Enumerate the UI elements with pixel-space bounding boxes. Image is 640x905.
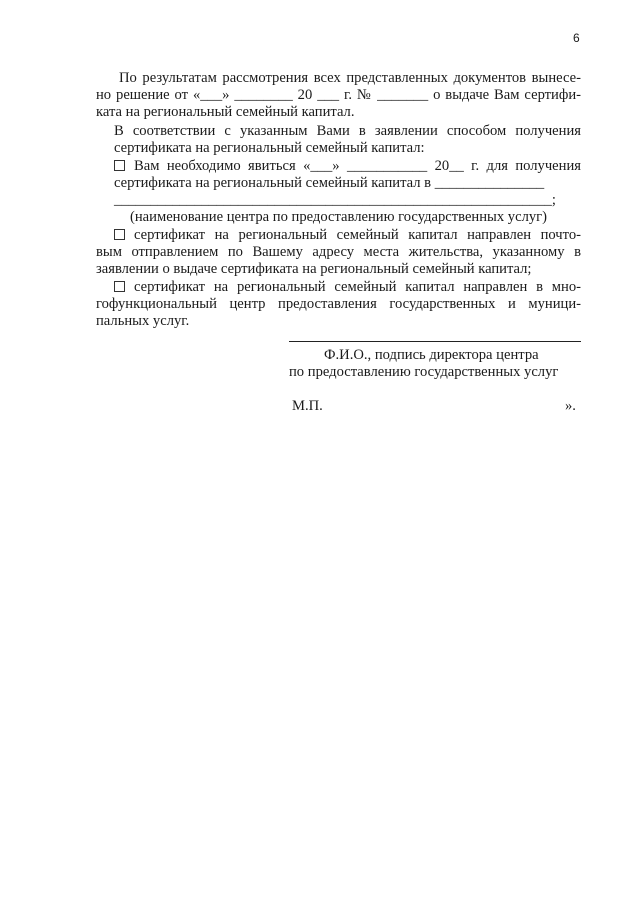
option-mfc-text: сертификат на региональный семейный капитал направлен в мно-: [134, 279, 581, 295]
signature-line: [289, 341, 581, 342]
option-appear-line-1: [114, 157, 581, 175]
decision-line-1: По результатам рассмотрения всех представленных документов вынесе-: [119, 70, 581, 86]
signature-caption-1: Ф.И.О., подпись директора центра: [324, 347, 539, 363]
option-appear-line-2: сертификата на региональный семейный капитал в _______________: [114, 175, 545, 191]
option-appear-text: Вам необходимо явиться «___» ___________ 20__ г. для получения: [134, 158, 581, 174]
option-mail-text: сертификат на региональный семейный капитал направлен почто-: [134, 227, 581, 243]
decision-line-3: ката на региональный семейный капитал.: [96, 104, 355, 120]
center-name-caption: (наименование центра по предоставлению государственных услуг): [130, 209, 547, 225]
page-number: 6: [573, 31, 580, 45]
option-mfc-checkbox[interactable]: [114, 281, 125, 292]
option-mail-line-2: вым отправлением по Вашему адресу места жительства, указанному в: [96, 244, 581, 260]
decision-line-2: но решение от «___» ________ 20 ___ г. № _______ о выдаче Вам сертифи-: [96, 87, 581, 103]
option-mfc-line-1: [114, 278, 581, 296]
closing-quote: ».: [565, 398, 576, 414]
method-line-2: сертификата на региональный семейный капитал:: [114, 140, 425, 156]
option-mail-checkbox[interactable]: [114, 229, 125, 240]
option-mfc-line-3: пальных услуг.: [96, 313, 190, 329]
option-appear-line-3: ____________________________________________________________;: [114, 192, 556, 208]
stamp-placeholder: М.П.: [292, 398, 323, 414]
option-mfc-line-2: гофункциональный центр предоставления государственных и муници-: [96, 296, 581, 312]
option-mail-line-3: заявлении о выдаче сертификата на региональный семейный капитал;: [96, 261, 532, 277]
option-appear-checkbox[interactable]: [114, 160, 125, 171]
option-mail-line-1: [114, 226, 581, 244]
method-line-1: В соответствии с указанным Вами в заявлении способом получения: [114, 123, 581, 139]
signature-caption-2: по предоставлению государственных услуг: [289, 364, 559, 380]
